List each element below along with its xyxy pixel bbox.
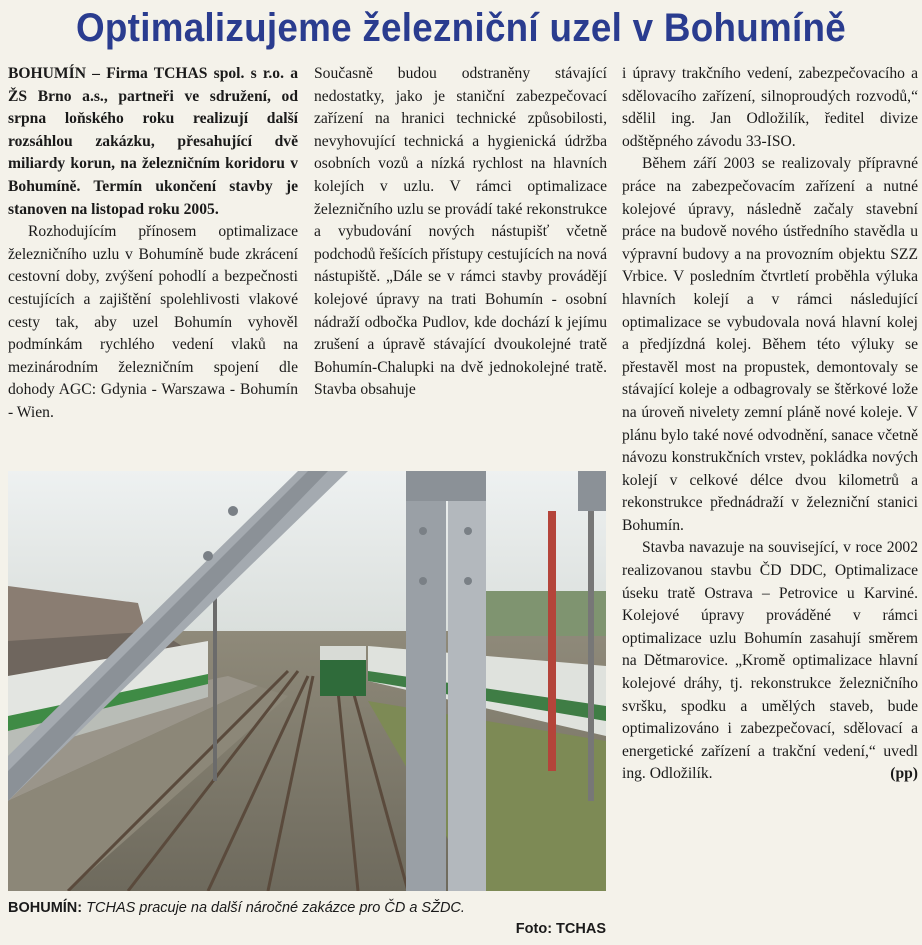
railway-photo-illustration	[8, 471, 606, 891]
article-column-3	[622, 63, 918, 786]
body-paragraph-2: Současně budou odstraněny stávající nedostatky, jako je staniční zabezpečovací zařízení na hranici technické způsobilosti, nevyhovující technická a hygienická údržba osobních vozů a nízká rychlost na hlavních kolejích v uzlu. V rámci optimalizace železničního uzlu se provádí také rekonstrukce a vybudování nových nástupišť včetně podchodů řešících přístupy cestujících na nová nástupiště. „Dále se v rámci stavby provádějí kolejové úpravy na trati Bohumín - osobní nádraží odbočka Pudlov, kde dochází k jejímu zrušení a úpravě stávající dvoukolejné tratě Bohumín-Chalupki na dvě jednokolejné tratě. Stavba obsahuje	[314, 65, 607, 399]
headline: Optimalizujeme železniční uzel v Bohumíně	[76, 5, 846, 50]
article-column-1	[8, 63, 298, 425]
body-paragraph-5-text: Stavba navazuje na související, v roce 2002 realizovanou stavbu ČD DDC, Optimalizace úseku tratě Ostrava – Petrovice u Karviné. Kolejové úpravy prováděné v rámci optimalizace uzlu Bohumín zasahují směrem na Dětmarovice. „Kromě optimalizace hlavní kolejové dráhy, tj. rekonstrukce železničního svršku, spodku a umělých staveb, bude optimalizováno i zabezpečovací, sdělovací a energetické zařízení a trakční vedení,“ uvedl ing. Odložilík.	[622, 539, 918, 783]
railway-station-photo	[8, 471, 606, 891]
body-paragraph-1: Rozhodujícím přínosem optimalizace železničního uzlu v Bohumíně bude zkrácení cestovní doby, zvýšení pohodlí a bezpečnosti cestujících a zajištění spolehlivosti vlakové cesty tak, aby uzel Bohumín vyhověl podmínkám rychlého vedení vlaků na mezinárodním železničním spojení dle dohody AGC: Gdynia - Warszawa - Bohumín - Wien.	[8, 223, 298, 421]
body-paragraph-5	[622, 537, 918, 786]
body-paragraph-3: i úpravy trakčního vedení, zabezpečovacího a sdělovacího zařízení, silnoproudých rozvodů,“ sdělil ing. Jan Odložilík, ředitel divize odštěpného závodu 33-ISO.	[622, 65, 918, 150]
lead-paragraph: BOHUMÍN – Firma TCHAS spol. s r.o. a ŽS Brno a.s., partneři ve sdružení, od srpna loňského roku realizují další rozsáhlou zakázku, přesahující dvě miliardy korun, na železničním koridoru v Bohumíně. Termín ukončení stavby je stanoven na listopad roku 2005.	[8, 65, 298, 218]
article-column-2	[314, 63, 607, 402]
photo-credit: Foto: TCHAS	[515, 921, 606, 937]
photo-caption	[8, 898, 606, 918]
caption-text: TCHAS pracuje na další náročné zakázce pro ČD a SŽDC.	[86, 900, 465, 916]
author-signature: (pp)	[890, 765, 918, 783]
body-paragraph-4: Během září 2003 se realizovaly přípravné práce na zabezpečovacím zařízení a nutné kolejové úpravy, následně začaly stavební práce na budově nového ústředního stavědla u výpravní budovy a na provozním objektu SZZ Vrbice. V posledním čtvrtletí proběhla výluka hlavních kolejí a v rámci následující optimalizace se vybudovala nová hlavní kolej a předjízdná kolej. Během této výluky se přestavěl most na propustek, demontovaly se stávající koleje a odbagrovaly se štěrkové lože na úroveň nivelety zemní pláně nové koleje. V plánu bylo také nové odvodnění, sanace včetně návozu konstrukčních vrstev, pokládka nových kolejí v celkové délce dvou kilometrů a rekonstrukce přednádraží v železniční stanici Bohumín.	[622, 155, 918, 534]
caption-location: BOHUMÍN:	[8, 900, 83, 916]
